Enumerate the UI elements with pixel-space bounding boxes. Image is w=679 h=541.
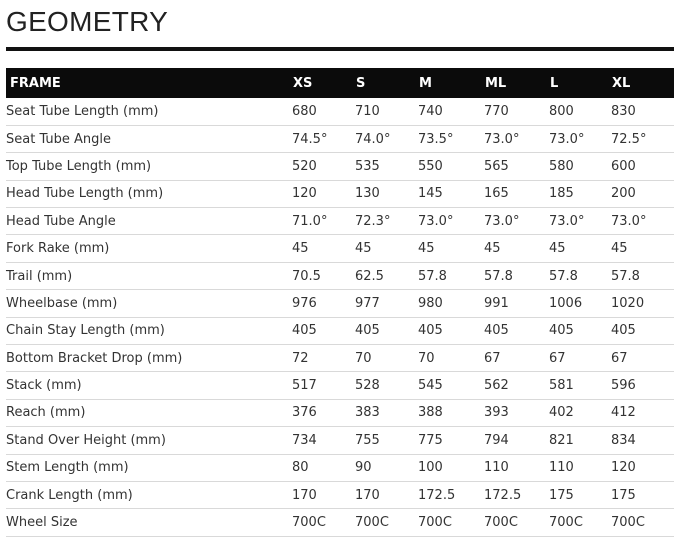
cell-value: 376 (292, 405, 317, 421)
cell-value: 165 (484, 186, 509, 202)
header-frame: FRAME (10, 75, 61, 91)
cell-value: 120 (292, 186, 317, 202)
cell-value: 72 (292, 350, 309, 366)
cell-value: 45 (355, 241, 372, 257)
page-title: GEOMETRY (6, 6, 169, 37)
row-label: Seat Tube Length (mm) (6, 103, 159, 119)
cell-value: 600 (611, 158, 636, 174)
cell-value: 45 (611, 241, 628, 257)
table-row (6, 454, 674, 481)
cell-value: 977 (355, 295, 380, 311)
cell-value: 680 (292, 103, 317, 119)
cell-value: 402 (549, 405, 574, 421)
cell-value: 45 (418, 241, 435, 257)
header-size-xl: XL (612, 75, 631, 91)
cell-value: 775 (418, 432, 443, 448)
cell-value: 80 (292, 460, 309, 476)
cell-value: 45 (484, 241, 501, 257)
table-row (6, 372, 674, 399)
table-row (6, 427, 674, 454)
table-row (6, 317, 674, 344)
row-label: Seat Tube Angle (6, 131, 112, 147)
cell-value: 73.0° (484, 131, 520, 147)
cell-value: 581 (549, 378, 574, 394)
cell-value: 110 (484, 460, 509, 476)
cell-value: 710 (355, 103, 380, 119)
table-row (6, 509, 674, 536)
cell-value: 770 (484, 103, 509, 119)
cell-value: 200 (611, 186, 636, 202)
cell-value: 73.0° (549, 131, 585, 147)
cell-value: 821 (549, 432, 574, 448)
cell-value: 405 (292, 323, 317, 339)
cell-value: 73.0° (611, 213, 647, 229)
row-label: Stack (mm) (6, 378, 82, 394)
table-row (6, 208, 674, 235)
cell-value: 520 (292, 158, 317, 174)
cell-value: 405 (484, 323, 509, 339)
cell-value: 62.5 (355, 268, 384, 284)
row-label: Top Tube Length (mm) (6, 158, 152, 174)
row-label: Wheelbase (mm) (6, 295, 118, 311)
cell-value: 405 (549, 323, 574, 339)
header-size-s: S (356, 75, 366, 91)
cell-value: 700C (418, 515, 452, 531)
cell-value: 734 (292, 432, 317, 448)
cell-value: 517 (292, 378, 317, 394)
cell-value: 175 (549, 487, 574, 503)
cell-value: 565 (484, 158, 509, 174)
cell-value: 1020 (611, 295, 645, 311)
cell-value: 70 (418, 350, 435, 366)
row-label: Head Tube Angle (6, 213, 116, 229)
table-row (6, 290, 674, 317)
cell-value: 71.0° (292, 213, 328, 229)
cell-value: 170 (355, 487, 380, 503)
cell-value: 976 (292, 295, 317, 311)
table-row (6, 399, 674, 426)
cell-value: 834 (611, 432, 636, 448)
cell-value: 562 (484, 378, 509, 394)
cell-value: 73.0° (484, 213, 520, 229)
row-label: Fork Rake (mm) (6, 241, 110, 257)
header-size-l: L (550, 75, 559, 91)
geometry-table (6, 68, 674, 537)
cell-value: 980 (418, 295, 443, 311)
cell-value: 90 (355, 460, 372, 476)
cell-value: 185 (549, 186, 574, 202)
table-row (6, 262, 674, 289)
row-label: Chain Stay Length (mm) (6, 323, 165, 339)
cell-value: 73.5° (418, 131, 454, 147)
table-row (6, 98, 674, 125)
table-row (6, 481, 674, 508)
cell-value: 412 (611, 405, 636, 421)
cell-value: 794 (484, 432, 509, 448)
cell-value: 175 (611, 487, 636, 503)
cell-value: 74.0° (355, 131, 391, 147)
cell-value: 45 (292, 241, 309, 257)
cell-value: 57.8 (418, 268, 447, 284)
cell-value: 145 (418, 186, 443, 202)
cell-value: 67 (611, 350, 628, 366)
row-label: Head Tube Length (mm) (6, 186, 164, 202)
cell-value: 700C (484, 515, 518, 531)
cell-value: 70.5 (292, 268, 321, 284)
cell-value: 73.0° (418, 213, 454, 229)
cell-value: 550 (418, 158, 443, 174)
cell-value: 57.8 (484, 268, 513, 284)
cell-value: 1006 (549, 295, 583, 311)
table-row (6, 125, 674, 152)
table-row (6, 345, 674, 372)
cell-value: 120 (611, 460, 636, 476)
table-body (6, 98, 674, 536)
header-size-m: M (419, 75, 432, 91)
cell-value: 535 (355, 158, 380, 174)
cell-value: 67 (549, 350, 566, 366)
cell-value: 528 (355, 378, 380, 394)
cell-value: 700C (292, 515, 326, 531)
row-label: Stand Over Height (mm) (6, 432, 166, 448)
table-row (6, 180, 674, 207)
title-divider (6, 47, 674, 51)
row-label: Reach (mm) (6, 405, 86, 421)
cell-value: 830 (611, 103, 636, 119)
row-label: Stem Length (mm) (6, 460, 129, 476)
cell-value: 172.5 (418, 487, 456, 503)
cell-value: 57.8 (549, 268, 578, 284)
cell-value: 991 (484, 295, 509, 311)
row-label: Crank Length (mm) (6, 487, 133, 503)
cell-value: 596 (611, 378, 636, 394)
header-size-xs: XS (293, 75, 313, 91)
table-header-row (6, 68, 674, 98)
cell-value: 130 (355, 186, 380, 202)
cell-value: 74.5° (292, 131, 328, 147)
cell-value: 755 (355, 432, 380, 448)
cell-value: 73.0° (549, 213, 585, 229)
row-label: Bottom Bracket Drop (mm) (6, 350, 183, 366)
cell-value: 405 (611, 323, 636, 339)
cell-value: 45 (549, 241, 566, 257)
row-label: Trail (mm) (6, 268, 73, 284)
cell-value: 72.5° (611, 131, 647, 147)
cell-value: 172.5 (484, 487, 522, 503)
cell-value: 388 (418, 405, 443, 421)
cell-value: 100 (418, 460, 443, 476)
cell-value: 405 (418, 323, 443, 339)
cell-value: 67 (484, 350, 501, 366)
table-row (6, 235, 674, 262)
cell-value: 70 (355, 350, 372, 366)
cell-value: 580 (549, 158, 574, 174)
cell-value: 57.8 (611, 268, 640, 284)
cell-value: 72.3° (355, 213, 391, 229)
cell-value: 545 (418, 378, 443, 394)
cell-value: 700C (611, 515, 645, 531)
cell-value: 700C (355, 515, 389, 531)
cell-value: 740 (418, 103, 443, 119)
header-size-ml: ML (485, 75, 507, 91)
cell-value: 170 (292, 487, 317, 503)
cell-value: 800 (549, 103, 574, 119)
cell-value: 405 (355, 323, 380, 339)
cell-value: 383 (355, 405, 380, 421)
table-row (6, 153, 674, 180)
cell-value: 110 (549, 460, 574, 476)
cell-value: 700C (549, 515, 583, 531)
row-label: Wheel Size (6, 515, 78, 531)
cell-value: 393 (484, 405, 509, 421)
